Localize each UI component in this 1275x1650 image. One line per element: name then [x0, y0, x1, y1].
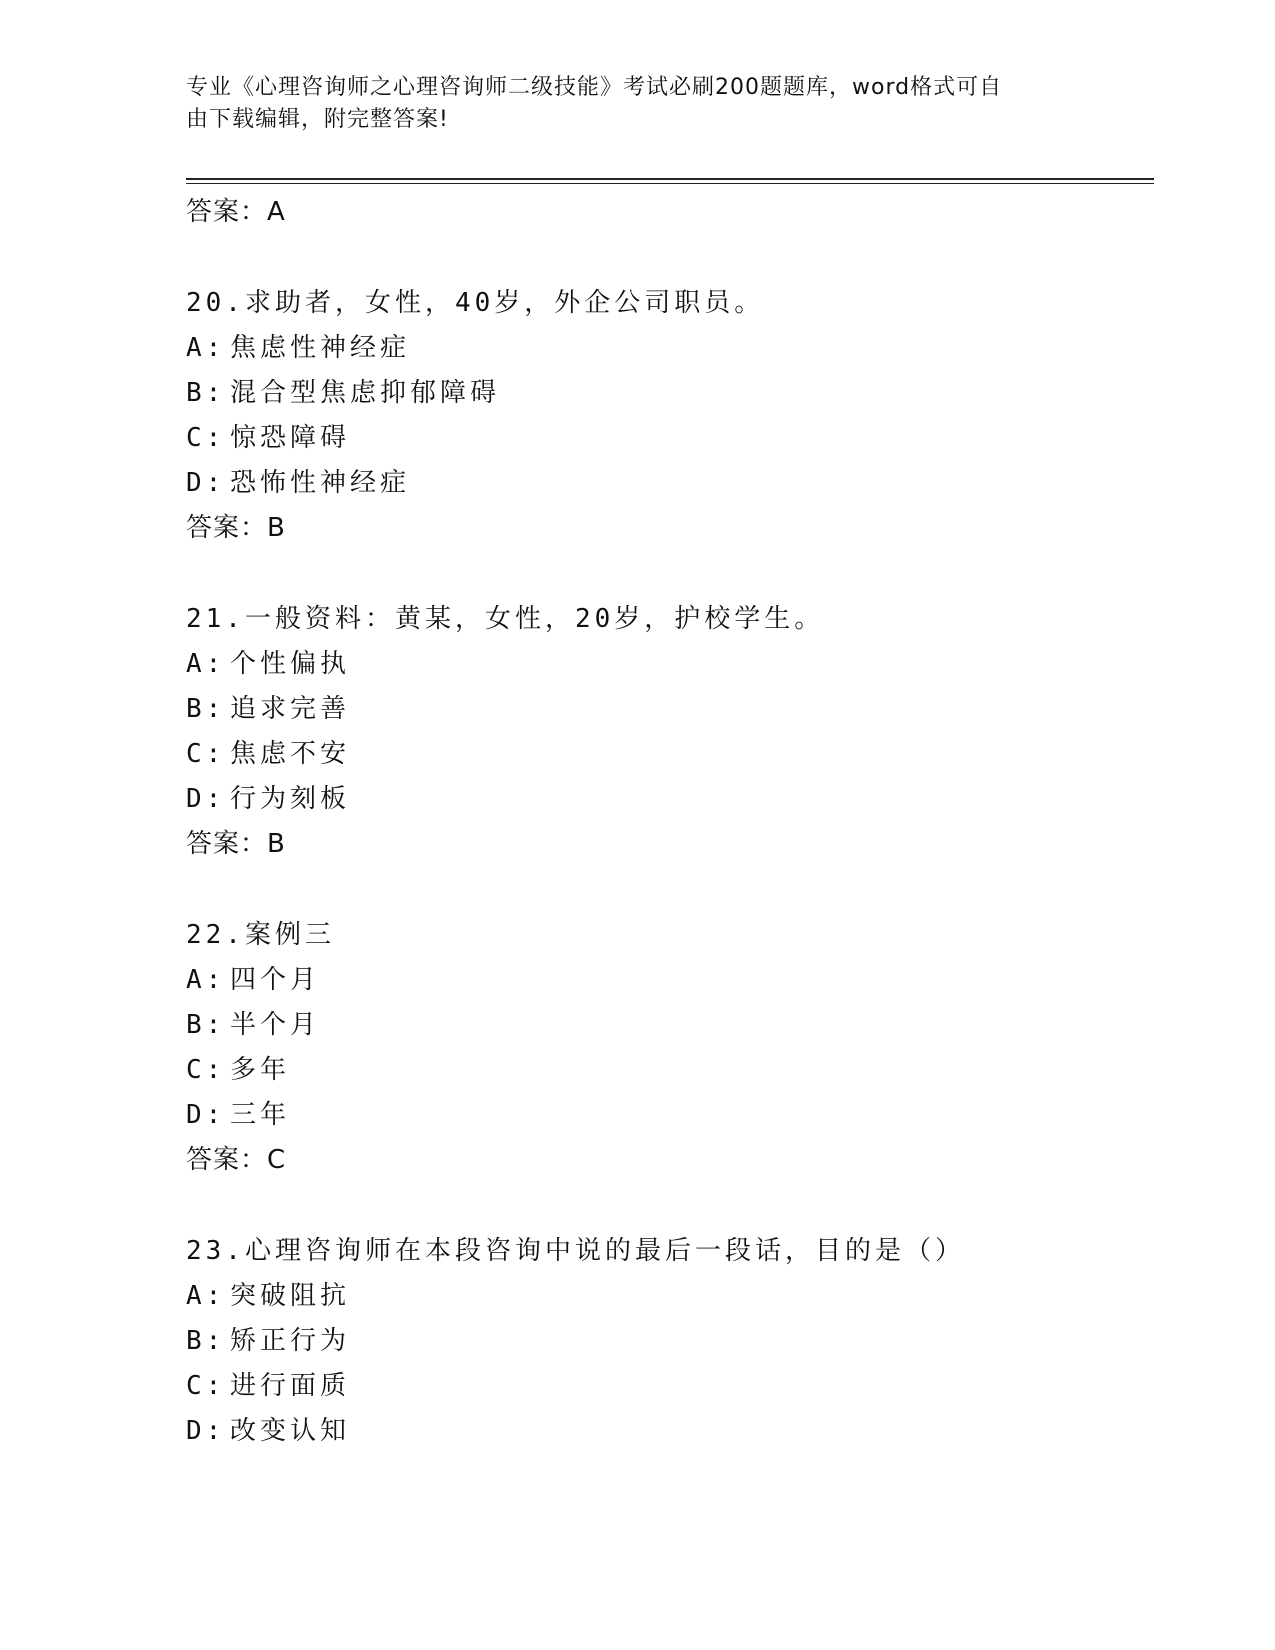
option-text: 三年: [230, 1100, 291, 1130]
option-b: [186, 687, 1146, 732]
question-list: [186, 190, 1146, 1454]
option-text: 进行面质: [230, 1371, 351, 1401]
option-letter: C:: [186, 1371, 226, 1401]
option-letter: A:: [186, 649, 226, 679]
option-text: 改变认知: [230, 1416, 351, 1446]
option-b: [186, 1003, 1146, 1048]
option-letter: A:: [186, 965, 226, 995]
option-letter: A:: [186, 1281, 226, 1311]
question-stem: 20.求助者，女性，40岁，外企公司职员。: [186, 288, 765, 318]
option-text: 矫正行为: [230, 1326, 351, 1356]
question-block: [186, 913, 1146, 1229]
option-letter: D:: [186, 1100, 226, 1130]
option-text: 追求完善: [230, 694, 351, 724]
option-a: [186, 958, 1146, 1003]
header-rule-thin: [186, 183, 1154, 184]
header-rule-thick: [186, 178, 1154, 180]
option-letter: B:: [186, 1326, 226, 1356]
option-c: [186, 1364, 1146, 1409]
question-block: [186, 281, 1146, 597]
option-c: [186, 416, 1146, 461]
option-letter: D:: [186, 468, 226, 498]
question-stem: 23.心理咨询师在本段咨询中说的最后一段话，目的是（）: [186, 1236, 965, 1266]
option-text: 个性偏执: [230, 649, 351, 679]
option-letter: D:: [186, 1416, 226, 1446]
option-letter: A:: [186, 333, 226, 363]
option-letter: D:: [186, 784, 226, 814]
question-stem: 21.一般资料：黄某，女性，20岁，护校学生。: [186, 604, 825, 634]
option-text: 混合型焦虑抑郁障碍: [230, 378, 501, 408]
option-a: [186, 1274, 1146, 1319]
option-text: 惊恐障碍: [230, 423, 351, 453]
option-text: 恐怖性神经症: [230, 468, 411, 498]
question-block: [186, 1229, 1146, 1454]
option-a: [186, 326, 1146, 371]
option-d: [186, 1093, 1146, 1138]
option-text: 四个月: [230, 965, 321, 995]
header-line-2: 由下载编辑，附完整答案!: [186, 107, 449, 132]
option-d: [186, 777, 1146, 822]
option-letter: C:: [186, 739, 226, 769]
option-text: 焦虑不安: [230, 739, 351, 769]
answer-line: 答案：C: [186, 1145, 287, 1175]
option-text: 突破阻抗: [230, 1281, 351, 1311]
option-b: [186, 371, 1146, 416]
option-text: 行为刻板: [230, 784, 351, 814]
option-letter: B:: [186, 378, 226, 408]
question-stem: 22.案例三: [186, 920, 335, 950]
option-text: 半个月: [230, 1010, 321, 1040]
answer-line: 答案：B: [186, 513, 286, 543]
option-letter: C:: [186, 1055, 226, 1085]
option-text: 焦虑性神经症: [230, 333, 411, 363]
option-c: [186, 1048, 1146, 1093]
option-c: [186, 732, 1146, 777]
option-letter: B:: [186, 1010, 226, 1040]
answer-line: 答案：B: [186, 829, 286, 859]
option-letter: B:: [186, 694, 226, 724]
option-d: [186, 461, 1146, 506]
option-letter: C:: [186, 423, 226, 453]
answer-line: 答案：A: [186, 197, 286, 227]
document-header: [186, 72, 1066, 136]
option-a: [186, 642, 1146, 687]
header-line-1: 专业《心理咨询师之心理咨询师二级技能》考试必刷200题题库，word格式可自: [186, 75, 1003, 100]
question-block: [186, 597, 1146, 913]
option-b: [186, 1319, 1146, 1364]
option-d: [186, 1409, 1146, 1454]
option-text: 多年: [230, 1055, 291, 1085]
